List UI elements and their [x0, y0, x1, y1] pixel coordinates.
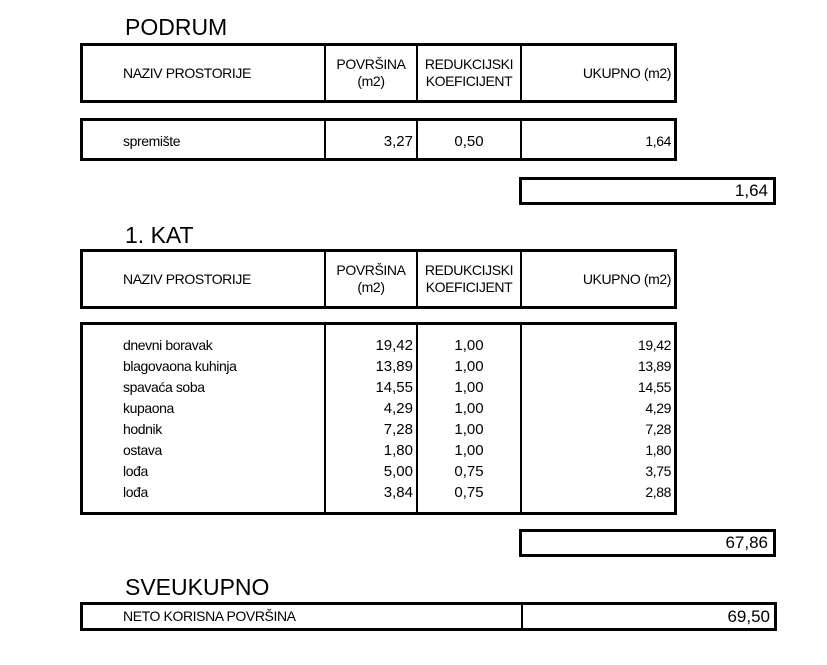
total-label: NETO KORISNA POVRŠINA	[123, 608, 296, 624]
total-value: 69,50	[727, 607, 770, 626]
room-name: blagovaona kuhinja	[123, 358, 237, 374]
table-row	[83, 398, 674, 419]
room-coef: 1,00	[454, 421, 484, 438]
room-coef: 1,00	[454, 442, 484, 459]
room-coef: 1,00	[454, 337, 484, 354]
room-total: 1,64	[645, 133, 671, 149]
room-name: kupaona	[123, 400, 174, 416]
room-area: 7,28	[383, 421, 413, 438]
sveukupno-table	[80, 602, 777, 631]
room-name: dnevni boravak	[123, 337, 213, 353]
room-total: 13,89	[637, 358, 671, 374]
room-name: spavaća soba	[123, 379, 205, 395]
room-coef: 0,50	[454, 133, 484, 150]
table-row	[83, 356, 674, 377]
room-name: spremište	[123, 133, 181, 149]
table-row	[83, 461, 674, 482]
header-ukupno: UKUPNO (m2)	[582, 270, 671, 287]
kat1-subtotal: 67,86	[519, 529, 776, 557]
table-row	[83, 335, 674, 356]
header-naziv: NAZIV PROSTORIJE	[123, 270, 251, 287]
room-coef: 0,75	[454, 484, 484, 501]
header-povrsina: POVRŠINA (m2)	[336, 56, 406, 89]
room-coef: 0,75	[454, 463, 484, 480]
room-name: ostava	[123, 442, 162, 458]
room-name: hodnik	[123, 421, 162, 437]
table-row	[83, 419, 674, 440]
room-area: 14,55	[375, 379, 413, 396]
header-povrsina: POVRŠINA (m2)	[336, 262, 406, 295]
room-area: 4,29	[383, 400, 413, 417]
room-area: 19,42	[375, 337, 413, 354]
section-title-sveukupno: SVEUKUPNO	[125, 574, 270, 600]
room-total: 3,75	[645, 463, 671, 479]
room-area: 3,27	[383, 133, 413, 150]
room-area: 3,84	[383, 484, 413, 501]
section-title-kat1: 1. KAT	[125, 222, 194, 248]
header-ukupno: UKUPNO (m2)	[582, 64, 671, 81]
header-koeficijent: REDUKCIJSKI KOEFICIJENT	[424, 262, 514, 295]
room-coef: 1,00	[454, 379, 484, 396]
room-total: 4,29	[645, 400, 671, 416]
podrum-header-table	[80, 43, 677, 103]
room-area: 5,00	[383, 463, 413, 480]
section-title-podrum: PODRUM	[125, 14, 228, 40]
podrum-subtotal: 1,64	[519, 177, 776, 205]
header-naziv: NAZIV PROSTORIJE	[123, 64, 251, 81]
table-row	[83, 440, 674, 461]
table-row	[83, 377, 674, 398]
table-row	[83, 482, 674, 503]
room-coef: 1,00	[454, 400, 484, 417]
podrum-data-table	[80, 118, 677, 161]
kat1-data-table	[80, 322, 677, 515]
room-total: 2,88	[645, 484, 671, 500]
kat1-header-table	[80, 249, 677, 309]
room-total: 14,55	[637, 379, 671, 395]
room-name: lođa	[123, 484, 148, 500]
room-area: 1,80	[383, 442, 413, 459]
table-row	[83, 131, 674, 152]
room-total: 19,42	[637, 337, 671, 353]
room-area: 13,89	[375, 358, 413, 375]
room-total: 1,80	[645, 442, 671, 458]
room-total: 7,28	[645, 421, 671, 437]
room-coef: 1,00	[454, 358, 484, 375]
room-name: lođa	[123, 463, 148, 479]
header-koeficijent: REDUKCIJSKI KOEFICIJENT	[424, 56, 514, 89]
